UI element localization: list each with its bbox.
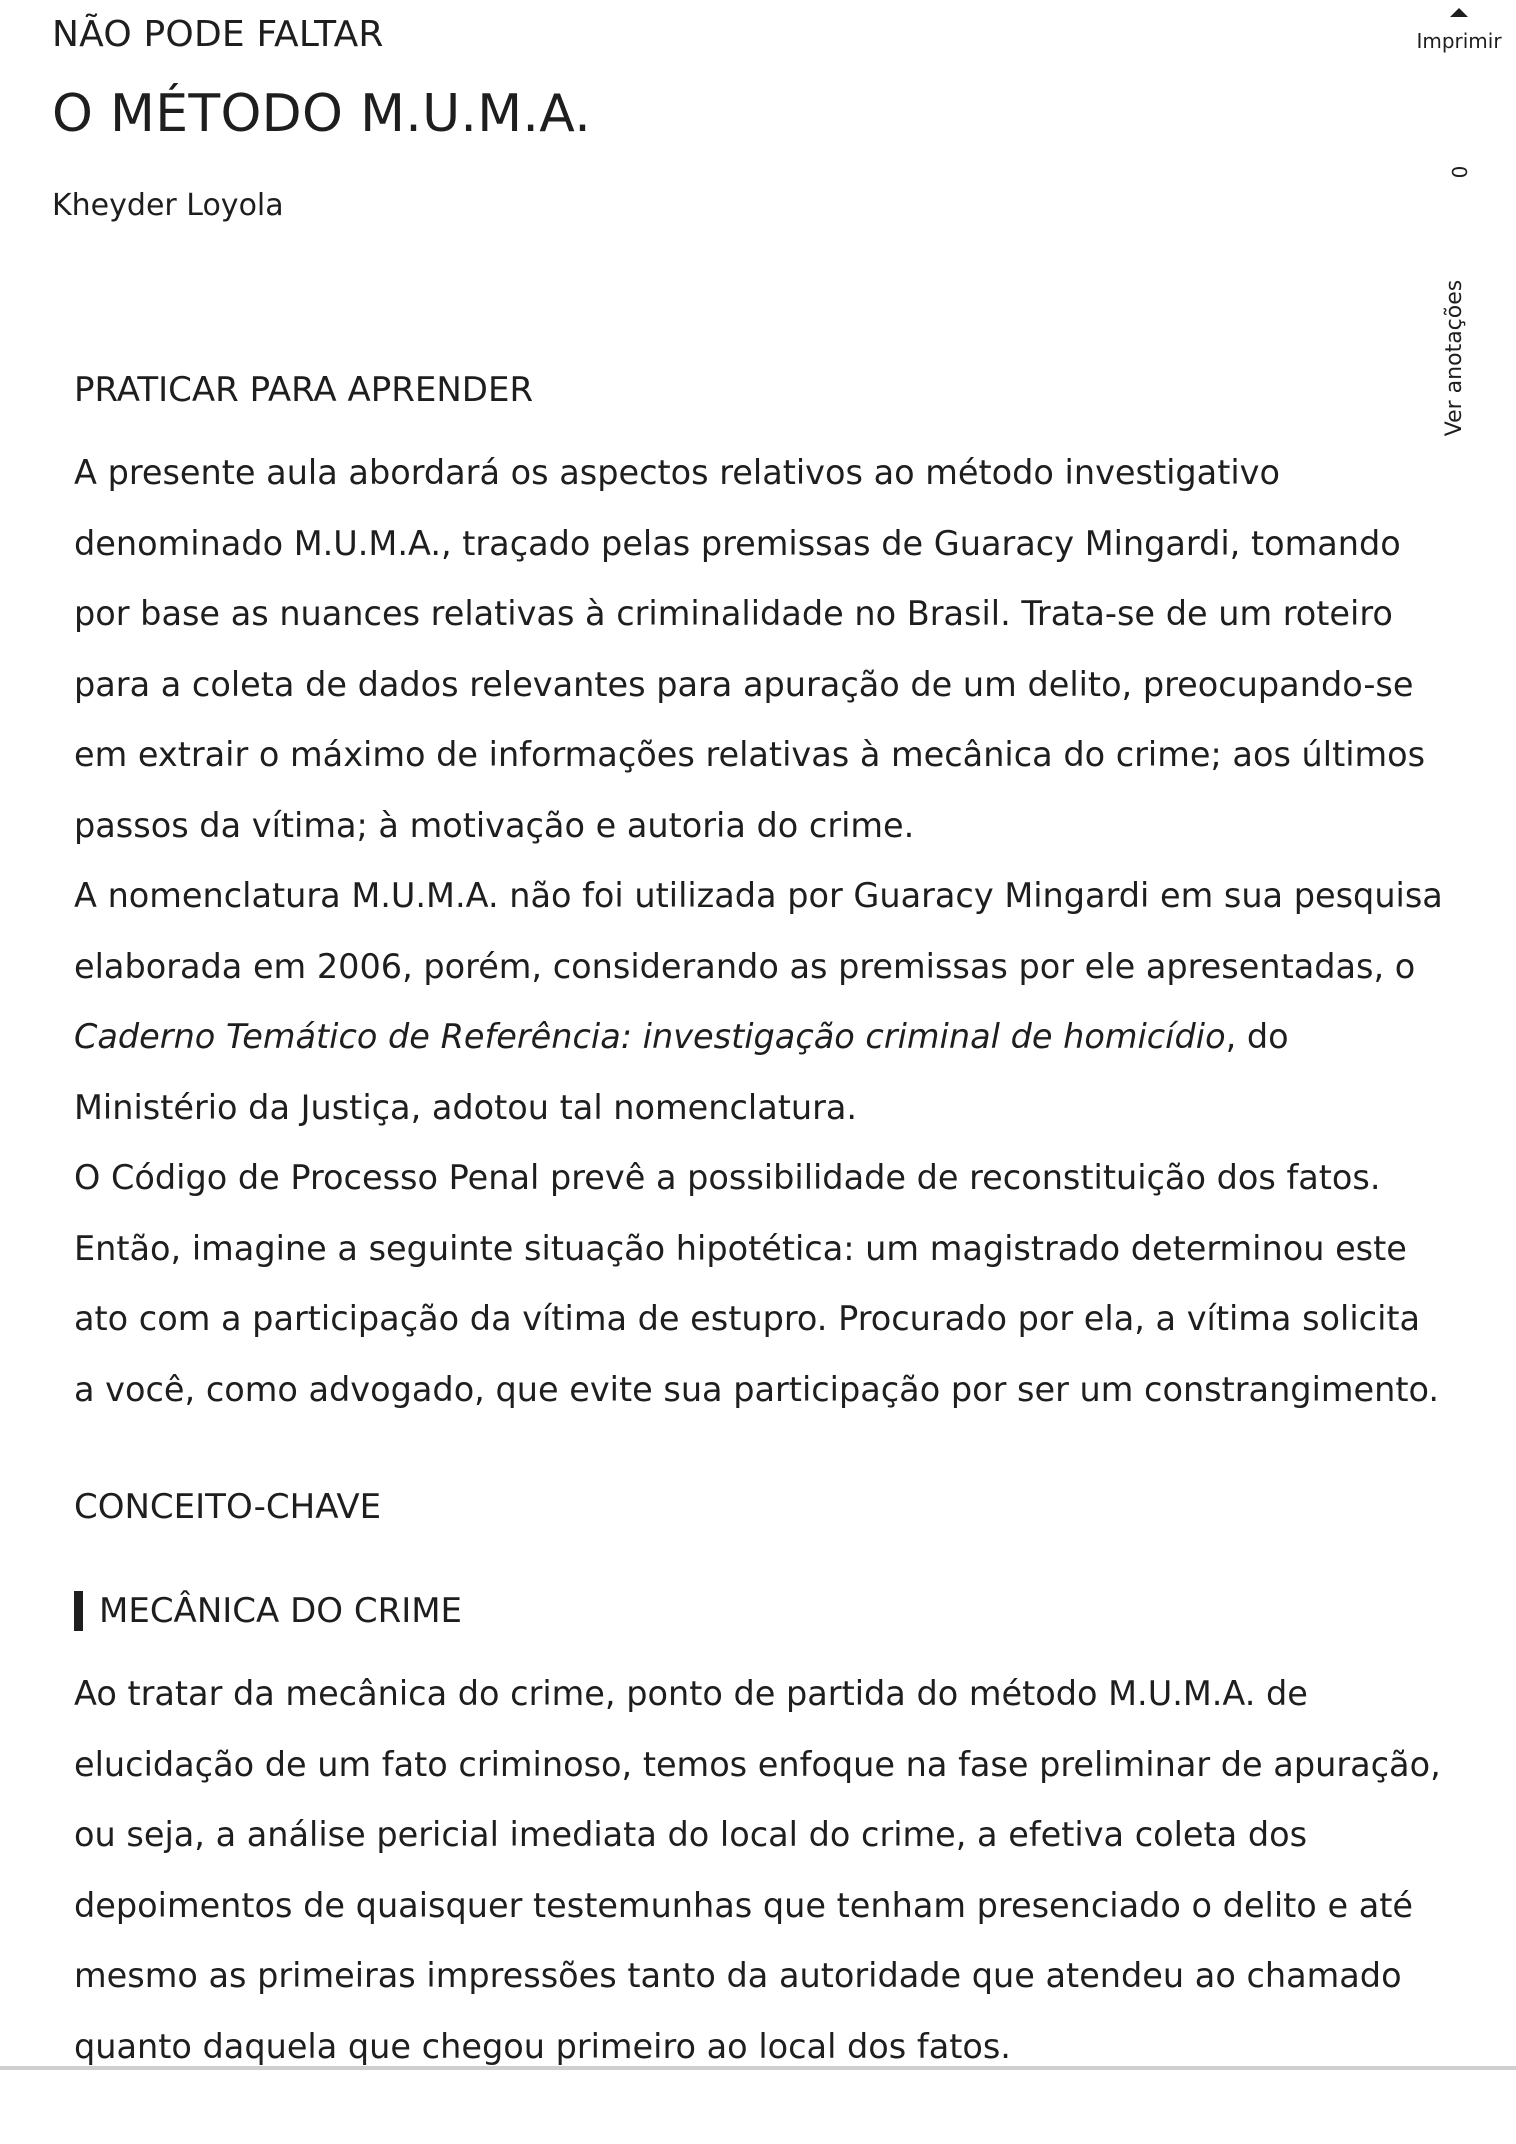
annotations-count: 0 [1448, 165, 1472, 179]
concept-heading: CONCEITO-CHAVE [74, 1487, 382, 1527]
bottom-fade [0, 2070, 1516, 2144]
practice-paragraph-2-end: , do Ministério da Justiça, adotou tal nomenclatura. [74, 1017, 1289, 1127]
author-name: Kheyder Loyola [52, 188, 284, 223]
practice-paragraph-2 [74, 861, 1444, 1143]
mechanics-heading-text: MECÂNICA DO CRIME [99, 1591, 463, 1631]
practice-paragraph-1: A presente aula abordará os aspectos relativos ao método investigativo denominado M.U.M.A., traçado pelas premissas de Guaracy Mingardi, tomando por base as nuances relativas à criminalidade no Brasil. Trata-se de um roteiro para a coleta de dados relevantes para apuração de um delito, preocupando-se em extrair o máximo de informações relativas à mecânica do crime; aos últimos passos da vítima; à motivação e autoria do crime. [74, 453, 1426, 845]
book-title: Caderno Temático de Referência: investigação criminal de homicídio [74, 1017, 1226, 1056]
print-button[interactable] [1414, 0, 1504, 60]
print-label: Imprimir [1416, 28, 1502, 53]
section-label: NÃO PODE FALTAR [52, 14, 384, 55]
practice-heading: PRATICAR PARA APRENDER [74, 370, 534, 410]
article-body [74, 360, 1444, 2082]
mechanics-paragraph: Ao tratar da mecânica do crime, ponto de partida do método M.U.M.A. de elucidação de um fato criminoso, temos enfoque na fase preliminar de apuração, ou seja, a análise pericial imediata do local do crime, a efetiva coleta dos depoimentos de quaisquer testemunhas que tenham presenciado o delito e até mesmo as primeiras impressões tanto da autoridade que atendeu ao chamado quanto daquela que chegou primeiro ao local dos fatos. [74, 1674, 1441, 2066]
practice-paragraph-3: O Código de Processo Penal prevê a possibilidade de reconstituição dos fatos. Então, imagine a seguinte situação hipotética: um magistrado determinou este ato com a participação da vítima de estupro. Procurado por ela, a vítima solicita a você, como advogado, que evite sua participação por ser um constrangimento. [74, 1158, 1440, 1409]
practice-paragraph-2-start: A nomenclatura M.U.M.A. não foi utilizada por Guaracy Mingardi em sua pesquisa elaborada em 2006, porém, considerando as premissas por ele apresentadas, o [74, 876, 1443, 986]
page-title: O MÉTODO M.U.M.A. [52, 84, 592, 144]
mechanics-heading [74, 1581, 1444, 1641]
view-annotations-button[interactable]: Ver anotações [1436, 258, 1472, 458]
caret-up-icon [1450, 8, 1468, 17]
heading-bar-icon [74, 1591, 83, 1631]
